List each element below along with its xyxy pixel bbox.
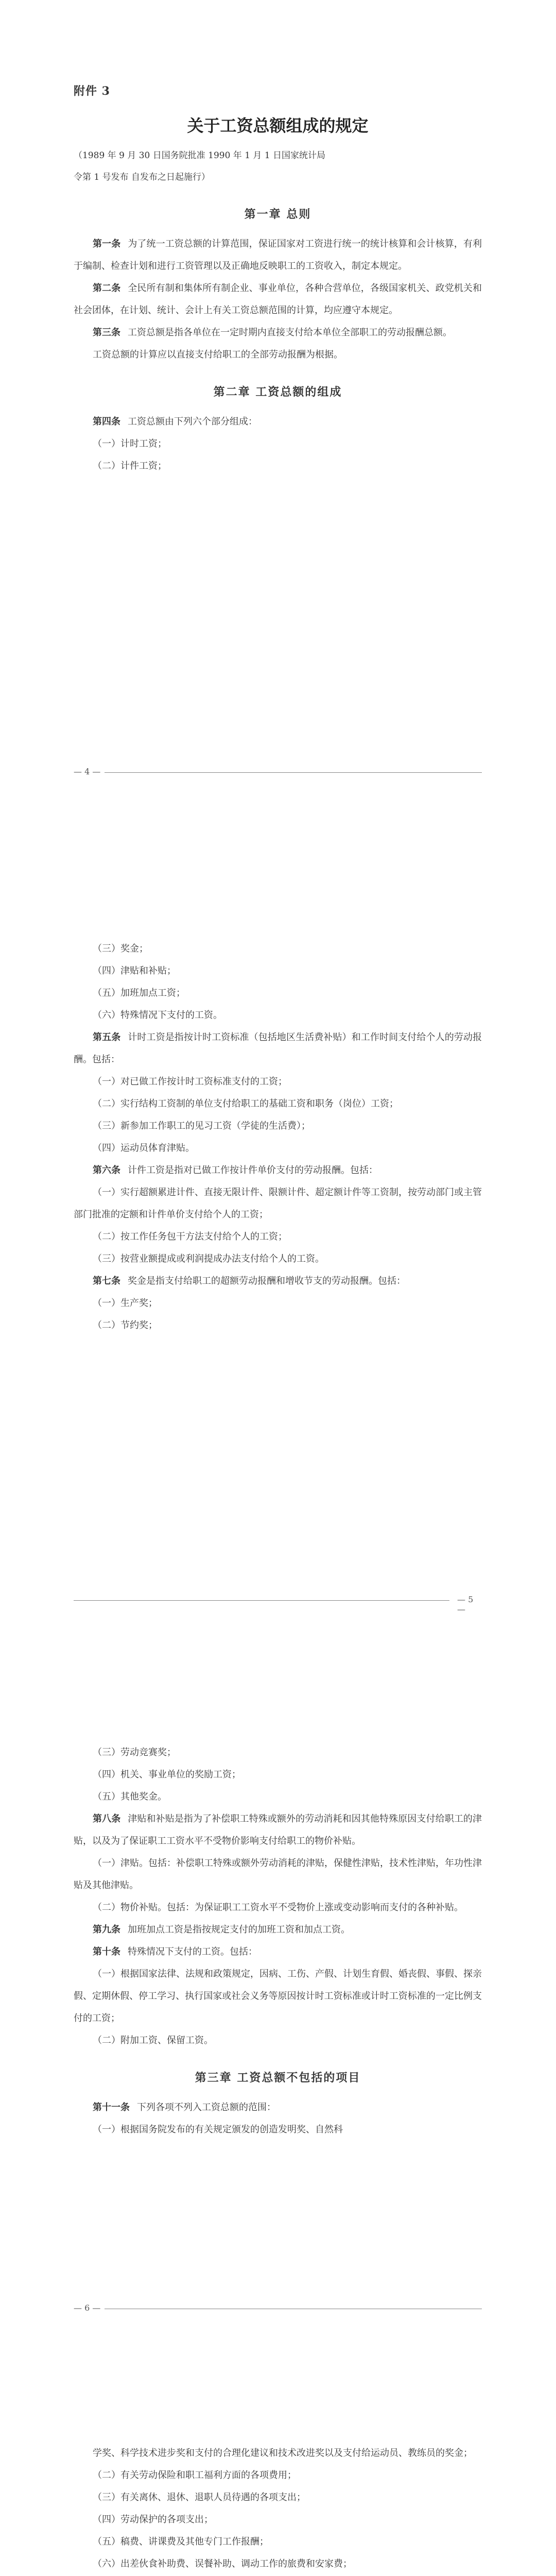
page-4 xyxy=(0,2442,556,2576)
list-item: （三）劳动竞赛奖； xyxy=(93,1747,176,1758)
article-number: 第八条 xyxy=(93,1814,121,1824)
article-paragraph xyxy=(74,321,482,344)
article-number: 第五条 xyxy=(93,1032,121,1043)
page-divider xyxy=(74,1600,449,1601)
list-item: （六）特殊情况下支付的工资。 xyxy=(93,1010,222,1021)
page-2 xyxy=(0,938,556,1336)
article-text: 计时工资是指按计时工资标准（包括地区生活费补贴）和工作时间支付给个人的劳动报酬。包括： xyxy=(74,1032,482,1065)
article-paragraph xyxy=(74,2096,482,2119)
page-number: — 5 — xyxy=(457,1595,474,1614)
article-number: 第三条 xyxy=(93,327,120,338)
article-text: 工资总额由下列六个部分组成： xyxy=(128,416,257,427)
article-paragraph xyxy=(74,277,482,321)
article-text: 津贴和补贴是指为了补偿职工特殊或额外的劳动消耗和因其他特殊原因支付给职工的津贴，以及为了保证职工工资水平不受物价影响支付给职工的物价补贴。 xyxy=(74,1814,482,1846)
list-item: （二）按工作任务包干方法支付给个人的工资； xyxy=(93,1231,287,1242)
chapter-heading: 第二章 工资总额的组成 xyxy=(213,385,342,399)
article-paragraph xyxy=(74,1270,482,1292)
article-number: 第一条 xyxy=(93,239,121,249)
article-number: 第九条 xyxy=(93,1924,120,1935)
list-item: （四）运动员体育津贴。 xyxy=(93,1143,195,1154)
article-paragraph xyxy=(74,411,482,433)
list-item: （一）对已做工作按计时工资标准支付的工资； xyxy=(93,1076,287,1087)
list-item: （四）劳动保护的各项支出； xyxy=(93,2514,213,2525)
article-paragraph xyxy=(74,1919,482,1941)
article-text: 工资总额是指各单位在一定时期内直接支付给本单位全部职工的劳动报酬总额。 xyxy=(128,327,452,338)
list-item: （二）有关劳动保险和职工福利方面的各项费用； xyxy=(93,2470,297,2481)
page-1 xyxy=(0,82,556,477)
list-item: （二）附加工资、保留工资。 xyxy=(93,2035,213,2046)
list-item: （一）津贴。包括：补偿职工特殊或额外劳动消耗的津贴，保健性津贴，技术性津贴，年功性津贴及其他津贴。 xyxy=(74,1858,482,1891)
list-item: （六）出差伙食补助费、误餐补助、调动工作的旅费和安家费； xyxy=(93,2558,352,2569)
article-text: 全民所有制和集体所有制企业、事业单位，各种合营单位，各级国家机关、政党机关和社会团体，在计划、统计、会计上有关工资总额范围的计算，均应遵守本规定。 xyxy=(74,283,482,316)
article-paragraph xyxy=(74,1159,482,1181)
issuance-note-line-1: （1989 年 9 月 30 日国务院批准 1990 年 1 月 1 日国家统计局 xyxy=(74,150,326,161)
page-1-body xyxy=(74,206,482,477)
article-text: 计件工资是指对已做工作按计件单价支付的劳动报酬。包括： xyxy=(128,1165,378,1176)
body-paragraph: 学奖、科学技术进步奖和支付的合理化建议和技术改进奖以及支付给运动员、教练员的奖金； xyxy=(93,2448,473,2459)
chapter-heading: 第三章 工资总额不包括的项目 xyxy=(195,2071,361,2084)
page-break-5 xyxy=(74,1595,482,1614)
article-number: 第四条 xyxy=(93,416,120,427)
article-text: 加班加点工资是指按规定支付的加班工资和加点工资。 xyxy=(128,1924,350,1935)
article-number: 第十条 xyxy=(93,1946,120,1957)
list-item: （五）稿费、讲课费及其他专门工作报酬； xyxy=(93,2536,269,2547)
list-item: （二）计件工资； xyxy=(93,461,167,471)
list-item: （二）物价补贴。包括：为保证职工工资水平不受物价上涨或变动影响而支付的各种补贴。 xyxy=(93,1902,463,1913)
article-paragraph xyxy=(74,1026,482,1071)
article-number: 第六条 xyxy=(93,1165,120,1176)
list-item: （三）有关离休、退休、退职人员待遇的各项支出； xyxy=(93,2492,306,2503)
article-text: 下列各项不列入工资总额的范围： xyxy=(137,2102,276,2113)
body-paragraph: 工资总额的计算应以直接支付给职工的全部劳动报酬为根据。 xyxy=(93,349,343,360)
page-2-body xyxy=(74,938,482,1336)
article-number: 第二条 xyxy=(93,283,121,294)
list-item: （一）计时工资； xyxy=(93,438,167,449)
list-item: （一）根据国家法律、法规和政策规定，因病、工伤、产假、计划生育假、婚丧假、事假、探亲假、定期休假、停工学习、执行国家或社会义务等原因按计时工资标准或计时工资标准的一定比例支付的工资； xyxy=(74,1969,482,2024)
issuance-note-line-2: 令第 1 号发布 自发布之日起施行） xyxy=(74,172,211,182)
list-item: （三）新参加工作职工的见习工资（学徒的生活费）； xyxy=(93,1121,310,1131)
article-number: 第七条 xyxy=(93,1276,120,1286)
list-item: （三）奖金； xyxy=(93,943,148,954)
page-divider xyxy=(105,772,482,773)
chapter-heading: 第一章 总则 xyxy=(244,208,311,221)
article-paragraph xyxy=(74,233,482,277)
list-item: （一）实行超额累进计件、直接无限计件、限额计件、超定额计件等工资制，按劳动部门或主管部门批准的定额和计件单价支付给个人的工资； xyxy=(74,1187,482,1220)
article-number: 第十一条 xyxy=(93,2102,130,2113)
article-text: 特殊情况下支付的工资。包括： xyxy=(128,1946,257,1957)
page-number: — 4 — xyxy=(74,767,101,776)
list-item: （二）实行结构工资制的单位支付给职工的基础工资和职务（岗位）工资； xyxy=(93,1098,398,1109)
page-4-body xyxy=(74,2442,482,2576)
article-text: 为了统一工资总额的计算范围，保证国家对工资进行统一的统计核算和会计核算，有利于编制、检查计划和进行工资管理以及正确地反映职工的工资收入，制定本规定。 xyxy=(74,239,482,272)
page-break-6 xyxy=(74,2303,482,2315)
page-number: — 6 — xyxy=(74,2303,101,2313)
list-item: （一）根据国务院发布的有关规定颁发的创造发明奖、自然科 xyxy=(93,2124,343,2135)
list-item: （五）其他奖金。 xyxy=(93,1791,167,1802)
document-title: 关于工资总额组成的规定 xyxy=(187,116,369,135)
list-item: （一）生产奖； xyxy=(93,1298,158,1309)
article-paragraph xyxy=(74,1808,482,1852)
list-item: （四）津贴和补贴； xyxy=(93,965,176,976)
article-text: 奖金是指支付给职工的超额劳动报酬和增收节支的劳动报酬。包括： xyxy=(128,1276,406,1286)
list-item: （三）按营业额提成或利润提成办法支付给个人的工资。 xyxy=(93,1253,324,1264)
page-3 xyxy=(0,1741,556,2141)
list-item: （四）机关、事业单位的奖励工资； xyxy=(93,1769,241,1780)
appendix-label: 附件 3 xyxy=(74,84,110,98)
page-3-body xyxy=(74,1741,482,2141)
page-break-4 xyxy=(74,767,482,779)
article-paragraph xyxy=(74,1941,482,1963)
list-item: （五）加班加点工资； xyxy=(93,988,185,998)
list-item: （二）节约奖； xyxy=(93,1320,158,1331)
